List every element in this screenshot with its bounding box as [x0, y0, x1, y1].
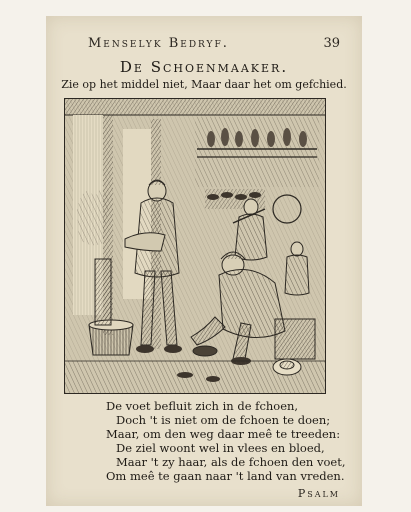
verse-line: Maar 't zy haar, als de fchoen den voet,	[116, 455, 346, 469]
engraving-illustration	[64, 98, 326, 394]
verse-block	[98, 399, 346, 483]
engraving-shoemaker-workshop	[65, 99, 325, 393]
running-title: Menselyk Bedryf.	[88, 36, 229, 51]
verse-line: De ziel woont wel in vlees en bloed,	[116, 441, 325, 455]
verse-line: Maar, om den weg daar meê te treeden:	[106, 427, 341, 441]
verse-attribution: Psalm	[297, 487, 340, 500]
running-header	[46, 36, 362, 56]
page-number: 39	[323, 36, 340, 51]
verse-line: Doch 't is niet om de fchoen te doen;	[116, 413, 331, 427]
print-sheet	[46, 16, 362, 506]
plate-title: De Schoenmaaker.	[119, 58, 289, 76]
verse-line: De voet befluit zich in de fchoen,	[106, 399, 299, 413]
verse-line: Om meê te gaan naar 't land van vreden.	[106, 469, 345, 483]
motto: Zie op het middel niet, Maar daar het om gefchied.	[61, 78, 347, 91]
